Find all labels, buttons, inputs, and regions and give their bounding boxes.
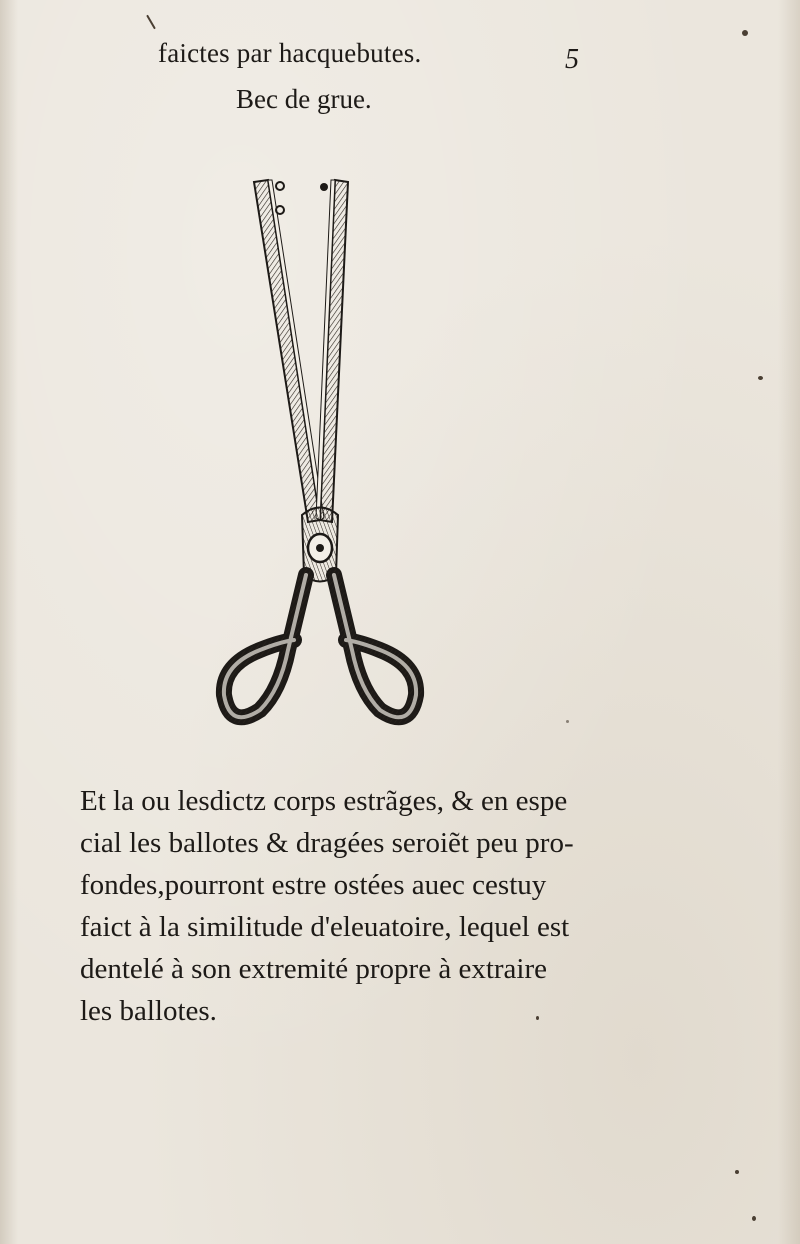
paper-speck [735,1170,739,1174]
running-head: faictes par hacquebutes. [158,38,422,68]
paper-speck [536,1016,539,1020]
paper-speck [752,1216,756,1221]
paper-speck [566,720,569,723]
paper-speck [146,15,156,30]
body-paragraph [80,780,625,1032]
paper-speck [742,30,748,36]
body-line: dentelé à son extremité propre à extraire [80,953,547,985]
bec-de-grue-forceps-woodcut-icon [210,170,440,745]
body-line: Et la ou lesdictz corps estrãges, & en espe [80,785,568,817]
body-line: cial les ballotes & dragées seroiẽt peu pro- [80,827,574,859]
figure-caption: Bec de grue. [236,84,372,114]
body-line: les ballotes. [80,995,217,1027]
paper-speck [758,376,763,380]
page-number: 5 [565,44,579,75]
body-line: faict à la similitude d'eleuatoire, lequel est [80,911,570,943]
body-line: fondes,pourront estre ostées auec cestuy [80,869,547,901]
